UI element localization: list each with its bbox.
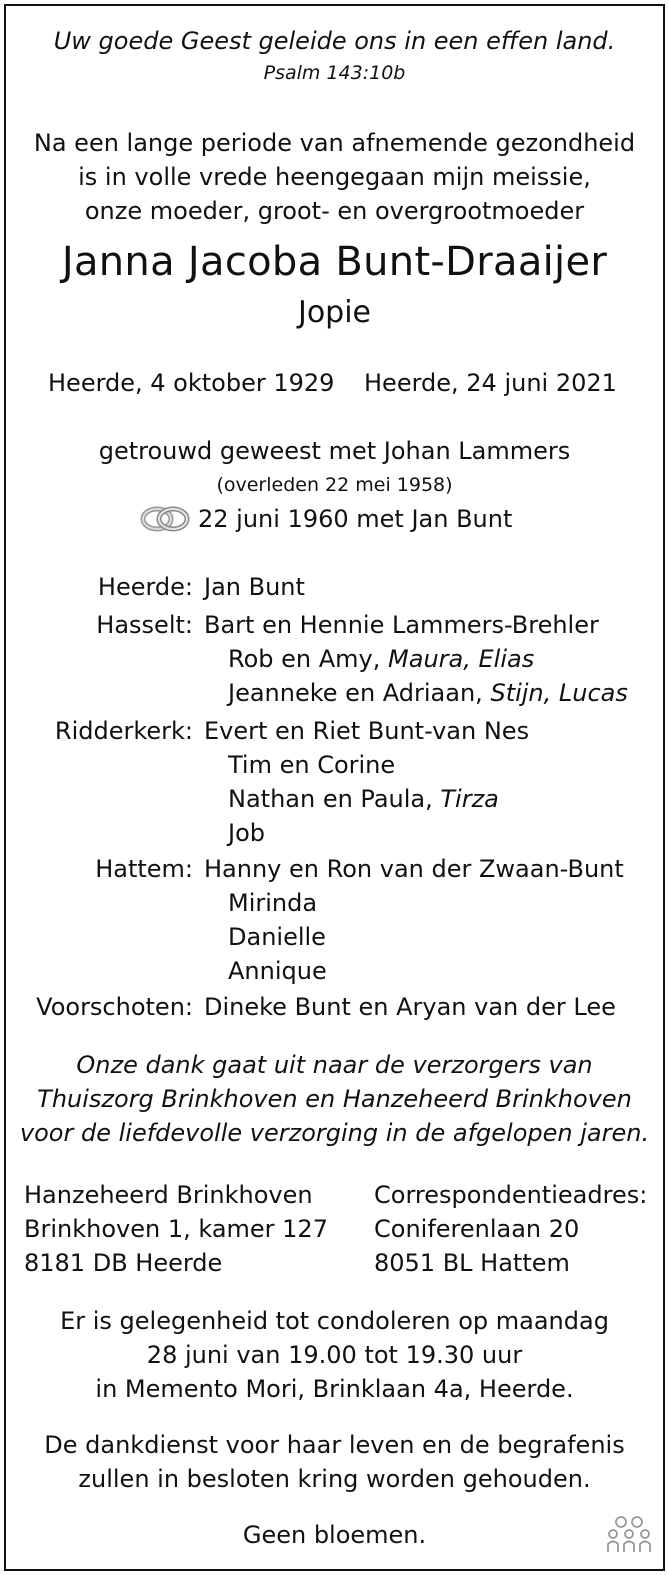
deceased-name: Janna Jacoba Bunt-Draaijer	[61, 239, 608, 285]
grandchild-line	[228, 886, 317, 920]
service-line-2: zullen in besloten kring worden gehouden.	[78, 1465, 591, 1493]
family-place: Heerde:	[97, 573, 193, 601]
thanks-line-3: voor de liefdevolle verzorging in de afgelopen jaren.	[19, 1119, 650, 1147]
first-marriage-note: (overleden 22 mei 1958)	[216, 474, 453, 496]
people-group-icon	[606, 1514, 652, 1558]
grandchild-names: Tim en Corine	[228, 751, 396, 779]
family-names: Bart en Hennie Lammers-Brehler	[204, 611, 599, 639]
intro-line-2: is in volle vrede heengegaan mijn meissie,	[78, 163, 591, 191]
thanks-line-1: Onze dank gaat uit naar de verzorgers van	[76, 1051, 593, 1079]
address-right-line: 8051 BL Hattem	[374, 1249, 570, 1277]
intro-line-1: Na een lange periode van afnemende gezondheid	[33, 129, 636, 157]
deceased-nickname: Jopie	[297, 295, 372, 330]
closing-text: Geen bloemen.	[242, 1521, 427, 1549]
family-names: Hanny en Ron van der Zwaan-Bunt	[204, 855, 624, 883]
family-names: Evert en Riet Bunt-van Nes	[204, 717, 530, 745]
wedding-rings-icon	[137, 504, 193, 538]
address-left-line: Hanzeheerd Brinkhoven	[24, 1181, 313, 1209]
family-place: Hasselt:	[96, 611, 193, 639]
grandchild-line	[228, 920, 326, 954]
condolence-line-3: in Memento Mori, Brinklaan 4a, Heerde.	[95, 1375, 574, 1403]
grandchild-names: Annique	[228, 957, 327, 985]
birth-date: Heerde, 4 oktober 1929	[48, 369, 335, 397]
grandchild-line	[228, 676, 628, 710]
grandchild-names: Jeanneke en Adriaan,	[228, 679, 483, 707]
grandchild-line	[228, 748, 395, 782]
motto-reference: Psalm 143:10b	[263, 62, 406, 84]
address-right-line: Correspondentieadres:	[374, 1181, 648, 1209]
grandchild-names: Danielle	[228, 923, 326, 951]
great-grandchildren: Maura, Elias	[388, 645, 535, 673]
grandchild-names: Rob en Amy,	[228, 645, 381, 673]
grandchild-names: Mirinda	[228, 889, 318, 917]
family-place: Voorschoten:	[36, 993, 193, 1021]
grandchild-line	[228, 642, 534, 676]
family-place: Ridderkerk:	[54, 717, 193, 745]
great-grandchildren: Tirza	[440, 785, 499, 813]
grandchild-line	[228, 816, 265, 850]
family-names: Jan Bunt	[204, 573, 305, 601]
death-date: Heerde, 24 juni 2021	[364, 369, 617, 397]
address-right-line: Coniferenlaan 20	[374, 1215, 580, 1243]
great-grandchildren: Stijn, Lucas	[490, 679, 628, 707]
first-marriage: getrouwd geweest met Johan Lammers	[98, 437, 571, 465]
grandchild-names: Nathan en Paula,	[228, 785, 433, 813]
address-left-line: Brinkhoven 1, kamer 127	[24, 1215, 328, 1243]
family-names: Dineke Bunt en Aryan van der Lee	[204, 993, 616, 1021]
grandchild-line	[228, 954, 327, 988]
condolence-line-1: Er is gelegenheid tot condoleren op maandag	[60, 1307, 609, 1335]
address-left-line: 8181 DB Heerde	[24, 1249, 223, 1277]
intro-line-3: onze moeder, groot- en overgrootmoeder	[84, 197, 585, 225]
second-marriage: 22 juni 1960 met Jan Bunt	[198, 505, 513, 533]
grandchild-names: Job	[228, 819, 265, 847]
condolence-line-2: 28 juni van 19.00 tot 19.30 uur	[146, 1341, 523, 1369]
motto-verse: Uw goede Geest geleide ons in een effen land.	[53, 27, 616, 55]
thanks-line-2: Thuiszorg Brinkhoven en Hanzeheerd Brinkhoven	[37, 1085, 632, 1113]
family-place: Hattem:	[95, 855, 193, 883]
grandchild-line	[228, 782, 499, 816]
service-line-1: De dankdienst voor haar leven en de begrafenis	[44, 1431, 625, 1459]
